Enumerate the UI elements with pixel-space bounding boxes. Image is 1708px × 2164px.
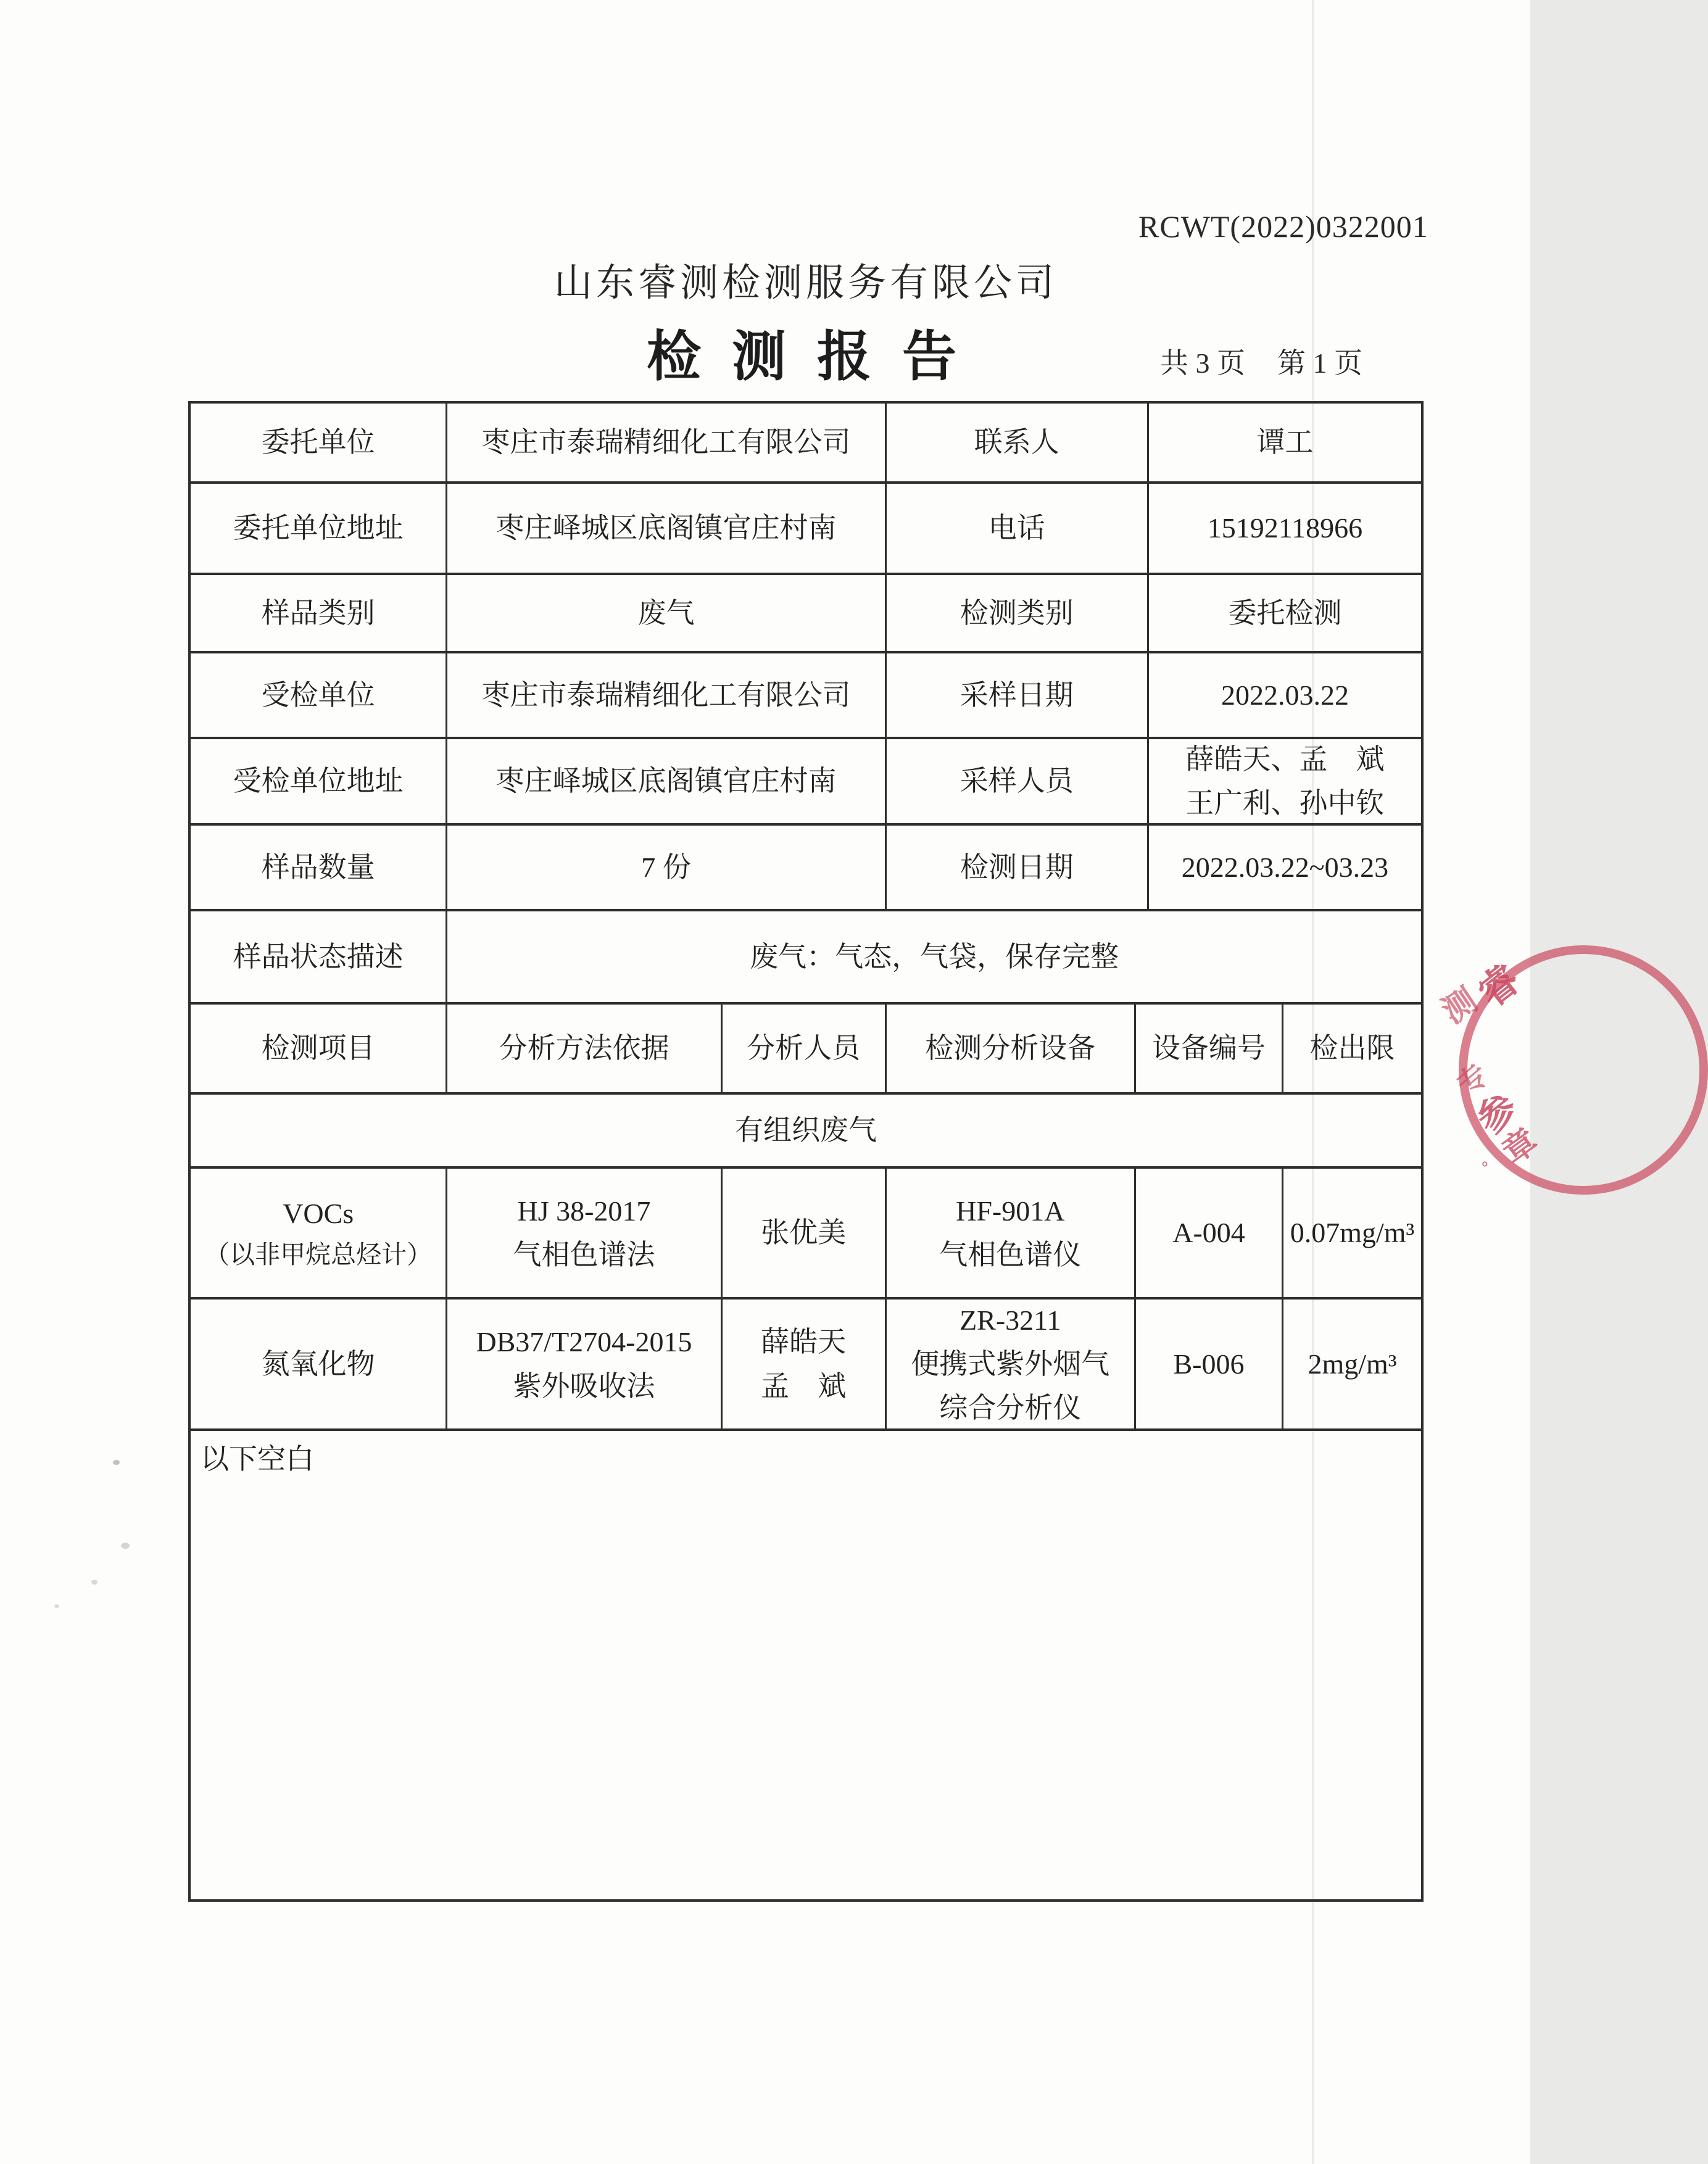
analyst-line1: 张优美 — [761, 1217, 847, 1249]
row-value: 废气：气态，气袋，保存完整 — [446, 911, 1421, 1002]
test-item-line1: VOCs — [283, 1197, 354, 1229]
row-label: 联系人 — [885, 404, 1147, 481]
row-value: 枣庄峄城区底阁镇官庄村南 — [446, 484, 884, 573]
stamp-character: 章 — [1496, 1121, 1545, 1172]
test-item — [191, 1300, 446, 1428]
column-header: 检测分析设备 — [885, 1005, 1134, 1092]
equipment-number: A-004 — [1134, 1169, 1282, 1297]
test-item-line1: 氮氧化物 — [261, 1348, 375, 1380]
analyst — [721, 1300, 885, 1428]
row-value: 委托检测 — [1147, 575, 1421, 651]
sampler-names-line1: 薛皓天、孟 斌 — [1185, 743, 1385, 775]
section-title: 有组织废气 — [735, 1114, 877, 1146]
row-value: 2022.03.22~03.23 — [1147, 826, 1421, 909]
method-basis — [446, 1169, 720, 1297]
test-item — [191, 1169, 446, 1297]
row-label: 采样人员 — [885, 739, 1147, 823]
row-value — [1147, 739, 1421, 823]
analysis-equipment — [885, 1300, 1134, 1428]
equipment-line3: 综合分析仪 — [939, 1392, 1082, 1424]
scan-smudge — [121, 1543, 130, 1549]
analyst — [721, 1169, 885, 1297]
row-value: 废气 — [446, 575, 884, 651]
stamp-character: 睿 — [1470, 956, 1528, 1016]
result-row — [191, 1166, 1421, 1297]
result-row — [191, 1297, 1421, 1428]
analyst-line1: 薛皓天 — [761, 1326, 847, 1358]
column-header: 分析方法依据 — [446, 1005, 720, 1092]
page-total: 共 3 页 — [1160, 347, 1245, 379]
pagination — [1160, 341, 1362, 381]
row-value: 15192118966 — [1147, 484, 1421, 573]
equipment-line1: ZR-3211 — [960, 1304, 1061, 1336]
row-label: 样品数量 — [261, 851, 375, 883]
row-value: 7 份 — [446, 826, 884, 909]
row-label: 样品类别 — [261, 597, 375, 629]
stamp-character: 测 — [1435, 981, 1484, 1031]
company-name: 山东睿测检测服务有限公司 — [553, 262, 1058, 304]
report-info-table — [188, 401, 1424, 1902]
detection-limit: 2mg/m³ — [1282, 1300, 1421, 1428]
stamp-character: 参 — [1469, 1085, 1526, 1143]
row-value: 2022.03.22 — [1147, 653, 1421, 737]
row-value: 枣庄峄城区底阁镇官庄村南 — [446, 739, 884, 823]
table-row — [191, 481, 1421, 573]
method-line1: DB37/T2704-2015 — [476, 1326, 692, 1358]
table-row — [191, 651, 1421, 737]
row-label: 采样日期 — [885, 653, 1147, 737]
blank-below-row — [191, 1428, 1421, 1899]
row-label: 受检单位地址 — [233, 765, 404, 797]
column-header: 设备编号 — [1134, 1005, 1282, 1092]
row-label: 受检单位 — [261, 679, 375, 711]
row-label: 样品状态描述 — [233, 940, 404, 972]
analysis-equipment — [885, 1169, 1134, 1297]
section-row — [191, 1092, 1421, 1166]
stamp-character: 。 — [1475, 1146, 1499, 1170]
scan-smudge — [91, 1580, 97, 1585]
table-row — [191, 737, 1421, 823]
row-label: 检测日期 — [885, 826, 1147, 909]
method-line2: 气相色谱法 — [513, 1239, 655, 1271]
document-title: 检 测 报 告 — [646, 328, 965, 388]
row-label: 电话 — [885, 484, 1147, 573]
method-basis — [446, 1300, 720, 1428]
blank-below-note: 以下空白 — [201, 1443, 314, 1475]
column-header-row — [191, 1002, 1421, 1092]
row-value: 枣庄市泰瑞精细化工有限公司 — [446, 404, 884, 481]
row-label: 委托单位地址 — [233, 512, 404, 544]
test-item-line2: （以非甲烷总烃计） — [204, 1240, 433, 1269]
column-header: 分析人员 — [721, 1005, 885, 1092]
row-value: 枣庄市泰瑞精细化工有限公司 — [446, 653, 884, 737]
equipment-line2: 气相色谱仪 — [939, 1239, 1082, 1271]
row-label: 委托单位 — [261, 426, 375, 458]
table-row — [191, 573, 1421, 651]
column-header: 检出限 — [1282, 1005, 1421, 1092]
equipment-line1: HF-901A — [956, 1195, 1065, 1227]
report-number: RCWT(2022)0322001 — [1138, 209, 1428, 244]
scan-smudge — [113, 1460, 120, 1465]
row-value: 谭工 — [1147, 404, 1421, 481]
table-row — [191, 404, 1421, 481]
equipment-number: B-006 — [1134, 1300, 1282, 1428]
scan-smudge — [54, 1604, 59, 1608]
table-row — [191, 823, 1421, 909]
method-line1: HJ 38-2017 — [517, 1195, 651, 1227]
equipment-line2: 便携式紫外烟气 — [911, 1348, 1110, 1380]
analyst-line2: 孟 斌 — [761, 1370, 847, 1402]
stamp-character: 专 — [1451, 1058, 1495, 1103]
page-current: 第 1 页 — [1277, 347, 1362, 379]
method-line2: 紫外吸收法 — [513, 1370, 655, 1402]
sample-status-row — [191, 909, 1421, 1002]
detection-limit: 0.07mg/m³ — [1282, 1169, 1421, 1297]
column-header: 检测项目 — [261, 1032, 375, 1064]
sampler-names-line2: 王广利、孙中钦 — [1185, 787, 1385, 819]
row-label: 检测类别 — [885, 575, 1147, 651]
